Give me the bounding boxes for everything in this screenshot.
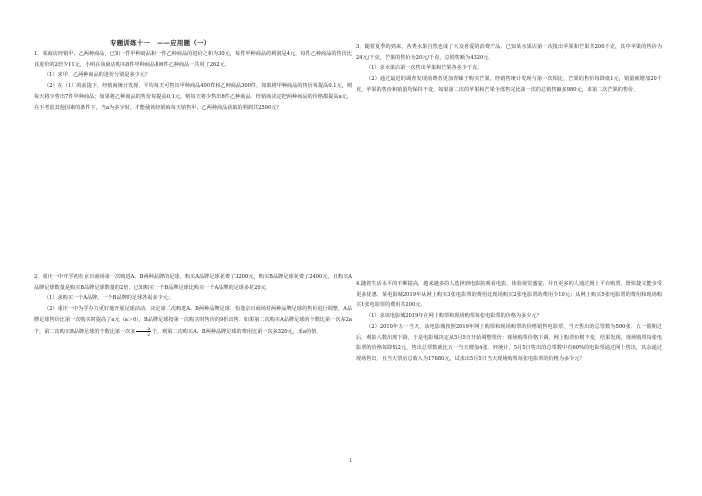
problem-2-part-2 [34, 304, 352, 337]
problem-2 [34, 272, 352, 337]
problem-1-stem: 1．某商店经销甲、乙两种商品，已知一件甲种商品和一件乙种商品的进价之和为30元，每件甲种商品的利润是4元，每件乙种商品的售价比其进价的2倍少11元，小明在该商店购买8件甲种商品和6件乙种商品一共用了262元． [34, 51, 352, 68]
fraction-numerator: a [136, 326, 151, 332]
fraction-a-over-2 [136, 326, 151, 337]
problem-4 [356, 279, 662, 365]
problem-1-part-2: （2）在（1）的前提下，经销商统计发现，平均每天可售出甲种商品400件和乙种商品300件，如果将甲种商品的售价每提高0.1元，则每天将少售出7件甲种商品；如果将乙种商品的售价每提高0.1元，则每天将少售出8件乙种商品．经销商决定把两种商品的价格都提高a元，在不考虑其他因素的条件下，当a为多少时，才能使该经销商每天销售甲、乙两种商品获取的利润共2500元？ [34, 83, 352, 111]
problem-3-part-2: （2）通过最近的调查发现消费者更加青睐于购买芒果，经销售统计发现与第一次相比，芒果的售价每降低1元，销量就增加20千克，苹果的售价和销量均保持不变．如果第二次的苹果和芒果全部售完比第一次的总销售额多980元，求第二次芒果的售价． [356, 76, 662, 93]
problem-2-part-2-text-a: （2）重庆一中为学办力更好地开展足球活动，决定第二次购进A、B两种品牌足球．恰逢京百商场对两种品牌足球的售价进行调整，A品牌足球售价比第一次购买时提高了a元（a＞0），B品牌足球按第一次购买时售价的9折出售．如果第二次购买A品牌足球的个数比第一次多2a个，第二次购买B品牌足球的个数比第一次多 [34, 306, 352, 335]
problem-2-part-1: （1）求购买一个A品牌、一个B品牌的足球各需多少元； [44, 295, 173, 302]
problem-3-stem: 3．随着夏季的到来，各类水果自然也成了大众喜爱的消费产品．已知某水果店第一次批出苹果和芒果共200千克，其中苹果的售价为24元/千克，芒果的售价为20元/千克，总销售额为4320元． [356, 44, 662, 61]
page-title: 专题训练十一 ——应用题（一） [110, 39, 211, 47]
page-number: 1 [349, 458, 353, 464]
problem-4-part-1: （1）求该电影城2019年在网上购票和现场购票每张电影票的价格为多少元？ [366, 313, 542, 320]
problem-2-part-2-text-b: 个，则第二次购买A、B两种品牌足球的费用比第一次多320元，求a的值． [151, 328, 322, 335]
problem-3 [356, 42, 662, 96]
problem-1-part-1: （1）求甲、乙两种商品的进价分别是多少元？ [44, 72, 151, 79]
problem-2-stem: 2．重庆一中开学初在京百商场第一次购进A、B两种品牌的足球，购买A品牌足球花费了3200元，购买B品牌足球花费了2400元，且购买A品牌足球数量是购买B品牌足球数量的2倍，已知购买一个B品牌足球比购买一个A品牌的足球多花20元． [34, 274, 352, 291]
problem-1 [34, 49, 352, 113]
problem-3-part-1: （1）求水果店第一次售出苹果和芒果各多少千克； [366, 65, 483, 72]
problem-4-stem: 4.随着生活水平的不断提高，越来越多的人选择到电影院观看电影，体验视觉盛宴，并且更多的人通过网上平台购票，既快捷又能享受更多优惠．某电影城2019年从网上购买3张电影票的费用比现场购买2张电影票的费用少10元；从网上购买5张电影票的费用和现场购买1张电影票的费用共200元． [356, 281, 662, 309]
problem-4-part-2: （2）2019年五一当天，该电影城按照2019年网上购票和现场购票的价格销售电影票，当天售出的总票数为500张．五一假期过后，观影人数出现下降，于是电影城决定从5月5日开始调整票价：现场购票价格下调，网上购票价格不变．结果发现，现场购票每张电影票的价格每降低2元，售出总票数就比五一当天增加4张．经统计，5月5日售出的总票数中有60%的电影票通过网上售出，其余通过现场售出，且当天票房总收入为17680元，试求出5月5日当天现场购票每张电影票的价格为多少元？ [356, 323, 662, 362]
fraction-denominator: 2 [147, 331, 151, 337]
